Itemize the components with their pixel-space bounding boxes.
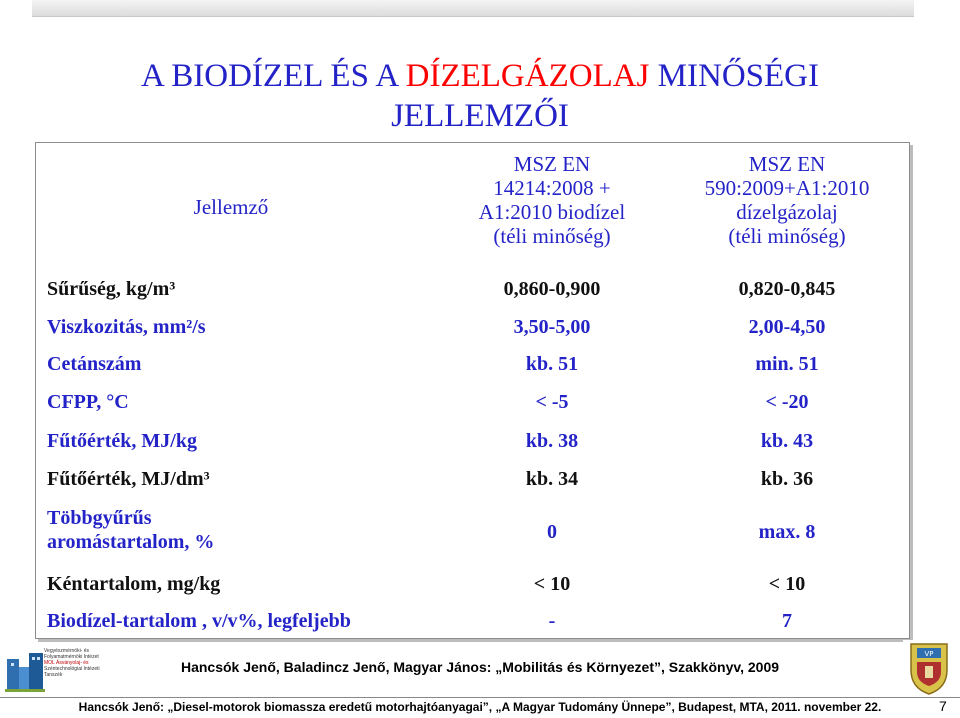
row-value-diesel: max. 8 (758, 521, 816, 543)
header-diesel-line: (téli minőség) (728, 224, 846, 248)
logo-text-line: Tanszék (44, 672, 63, 678)
row-value-diesel: < 10 (768, 573, 806, 595)
slide-title (0, 56, 960, 136)
top-banner (32, 0, 914, 17)
row-label: Cetánszám (47, 353, 142, 375)
university-crest-icon (903, 640, 955, 696)
row-label: Biodízel-tartalom , v/v%, legfeljebb (47, 610, 351, 632)
row-value-biodiesel: < 10 (533, 573, 571, 595)
row-value-diesel: 7 (782, 610, 792, 632)
logo-text-line: Széntechnológiai Intézeti (44, 666, 100, 672)
row-label-line: aromástartalom, % (47, 531, 215, 553)
logo-text-line: Vegyészmérnöki- és (44, 648, 90, 654)
title-line2: JELLEMZŐI (391, 98, 569, 134)
footer-citation: Hancsók Jenő: „Diesel-motorok biomassza eredetű motorhajtóanyagai”, „A Magyar Tudomány Ünnepe”, Budapest, MTA, 2011. november 22. (78, 700, 882, 714)
row-value-diesel: kb. 43 (760, 430, 814, 452)
reference-citation: Hancsók Jenő, Baladincz Jenő, Magyar János: „Mobilitás és Környezet”, Szakkönyv, 2009 (180, 659, 780, 675)
row-value-diesel: < -20 (765, 391, 809, 413)
header-diesel-line: 590:2009+A1:2010 (704, 176, 870, 200)
header-biodiesel-line: (téli minőség) (493, 224, 611, 248)
row-value-biodiesel: 0,860-0,900 (503, 278, 601, 300)
row-value-biodiesel: - (548, 610, 556, 632)
header-diesel (682, 152, 892, 248)
row-value-diesel: 0,820-0,845 (738, 278, 836, 300)
header-biodiesel (452, 152, 652, 248)
title-highlight: DÍZELGÁZOLAJ (405, 58, 650, 94)
row-label: Fűtőérték, MJ/dm³ (47, 468, 210, 490)
header-property: Jellemző (193, 195, 269, 219)
row-value-biodiesel: kb. 38 (525, 430, 579, 452)
row-label (47, 506, 214, 554)
header-biodiesel-line: 14214:2008 + (493, 176, 611, 200)
logo-text-line: Folyamatmérnöki Intézet (44, 654, 99, 660)
row-value-biodiesel: 3,50-5,00 (513, 316, 591, 338)
footer-divider (0, 697, 960, 698)
row-value-diesel: 2,00-4,50 (748, 316, 826, 338)
header-biodiesel-line: MSZ EN (513, 152, 591, 176)
header-diesel-line: dízelgázolaj (736, 200, 838, 224)
row-value-diesel: min. 51 (755, 353, 819, 375)
row-label: Sűrűség, kg/m³ (47, 278, 176, 300)
row-value-biodiesel: 0 (547, 521, 557, 543)
row-label-line: Többgyűrűs (47, 507, 152, 529)
title-line1-suffix: MINŐSÉGI (649, 58, 819, 94)
svg-text:VP: VP (924, 650, 934, 658)
row-label: Fűtőérték, MJ/kg (47, 430, 197, 452)
row-value-diesel: kb. 36 (760, 468, 814, 490)
row-value-biodiesel: < -5 (535, 391, 569, 413)
title-line1-prefix: A BIODÍZEL ÉS A (141, 58, 406, 94)
header-diesel-line: MSZ EN (748, 152, 826, 176)
header-biodiesel-line: A1:2010 biodízel (478, 200, 626, 224)
row-label: Kéntartalom, mg/kg (47, 573, 221, 595)
row-value-biodiesel: kb. 51 (525, 353, 579, 375)
page-number: 7 (939, 698, 947, 714)
row-value-biodiesel: kb. 34 (525, 468, 579, 490)
row-label: CFPP, °C (47, 391, 129, 413)
logo-text-line: MOL Ásványolaj- és (44, 660, 89, 666)
row-label: Viszkozitás, mm²/s (47, 316, 206, 338)
